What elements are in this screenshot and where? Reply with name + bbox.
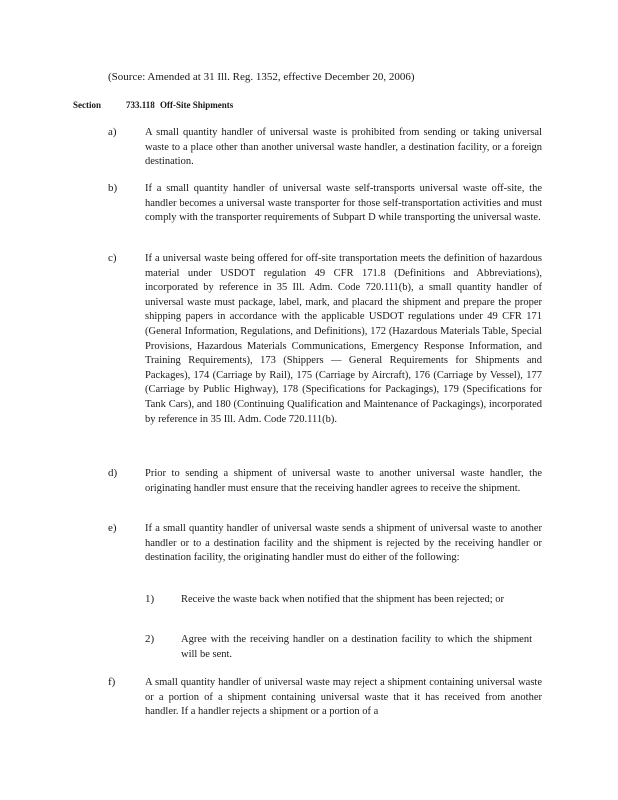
paragraph-label: c) <box>108 252 117 264</box>
paragraph-label: b) <box>108 182 118 194</box>
paragraph-text: A small quantity handler of universal waste may reject a shipment containing universal waste or a portion of a shipment containing universal waste that it has received from another handler. If a handler rejects a shipment or a portion of a <box>145 677 542 718</box>
section-number: 733.118 <box>126 100 155 110</box>
subparagraph-label: 1) <box>145 593 155 605</box>
source-note: (Source: Amended at 31 Ill. Reg. 1352, effective December 20, 2006) <box>108 71 415 83</box>
subparagraph-text: Receive the waste back when notified that the shipment has been rejected; or <box>181 594 505 605</box>
paragraph-text: If a small quantity handler of universal waste sends a shipment of universal waste to another handler or to a destination facility and the shipment is rejected by the receiving handler or destination facility, the originating handler must do either of the following: <box>145 523 542 564</box>
paragraph-label: a) <box>108 126 117 138</box>
paragraph-text: If a universal waste being offered for off-site transportation meets the definition of hazardous material under USDOT regulation 49 CFR 171.8 (Definitions and Abbreviations), incorporated by reference in 35 Ill. Adm. Code 720.111(b), a small quantity handler of universal waste must package, label, mark, and placard the shipment and prepare the proper shipping papers in accordance with the applicable USDOT regulations under 49 CFR 171 (General Information, Regulations, and Definitions), 172 (Hazardous Materials Table, Special Provisions, Hazardous Materials Communications, Emergency Response Information, and Training Requirements), 173 (Shippers — General Requirements for Shipments and Packages), 174 (Carriage by Rail), 175 (Carriage by Aircraft), 176 (Carriage by Vessel), 177 (Carriage by Public Highway), 178 (Specifications for Packagings), 179 (Specifications for Tank Cars), and 180 (Continuing Qualification and Maintenance of Packagings), incorporated by reference in 35 Ill. Adm. Code 720.111(b). <box>145 253 542 425</box>
section-label: Section <box>73 100 101 110</box>
subparagraph-label: 2) <box>145 633 155 645</box>
paragraph-text: A small quantity handler of universal waste is prohibited from sending or taking universal waste to a place other than another universal waste handler, a destination facility, or a foreign destination. <box>145 127 542 168</box>
paragraph-text: Prior to sending a shipment of universal waste to another universal waste handler, the originating handler must ensure that the receiving handler agrees to receive the shipment. <box>145 468 542 494</box>
paragraph-text: If a small quantity handler of universal waste self-transports universal waste off-site, the handler becomes a universal waste transporter for those self-transportation activities and must comply with the transporter requirements of Subpart D while transporting the universal waste. <box>145 183 542 224</box>
subparagraph-text: Agree with the receiving handler on a destination facility to which the shipment will be sent. <box>181 634 532 660</box>
paragraph-label: f) <box>108 676 116 688</box>
section-title: Off-Site Shipments <box>160 100 234 110</box>
paragraph-label: d) <box>108 467 118 479</box>
paragraph-label: e) <box>108 522 117 534</box>
